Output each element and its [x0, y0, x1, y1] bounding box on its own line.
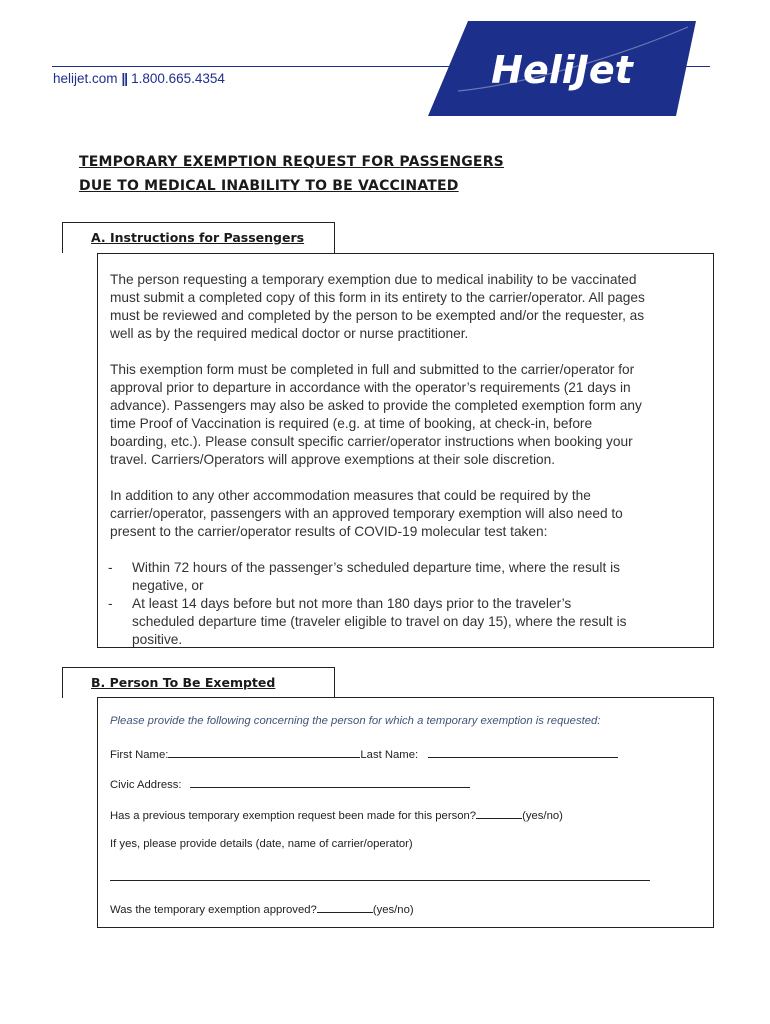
previous-request-row — [110, 807, 563, 822]
name-row — [110, 746, 618, 761]
title-line-2: DUE TO MEDICAL INABILITY TO BE VACCINATED — [79, 178, 459, 194]
civic-address-field[interactable] — [190, 776, 470, 788]
contact-line — [53, 71, 225, 86]
instructions-paragraph-2: This exemption form must be completed in full and submitted to the carrier/operator for approval prior to departure in accordance with the operator’s requirements (21 days in advance). Passengers may also be asked to provide the completed exemption form any time Proof of Vaccination is required (e.g. at time of booking, at check-in, before boarding, etc.). Please consult specific carrier/operator instructions when booking your travel. Carriers/Operators will approve exemptions at their sole discretion. — [110, 362, 642, 467]
previous-request-label: Has a previous temporary exemption request been made for this person? — [110, 810, 477, 822]
contact-separator: || — [121, 71, 128, 86]
approved-yes-no: (yes/no) — [372, 904, 414, 916]
approved-field[interactable] — [317, 901, 373, 913]
section-b-heading: B. Person To Be Exempted — [91, 675, 276, 690]
section-a-tab — [62, 222, 335, 253]
bullet-marker: - — [108, 596, 113, 611]
logo-wordmark: HeliJet — [491, 48, 633, 92]
section-b-tab — [62, 667, 335, 698]
section-b-box — [97, 697, 714, 928]
details-field[interactable] — [110, 880, 650, 881]
section-a-box — [97, 253, 714, 648]
previous-request-yes-no: (yes/no) — [522, 810, 563, 822]
approved-label: Was the temporary exemption approved? — [110, 904, 317, 916]
instructions-paragraph-3: In addition to any other accommodation measures that could be required by the carrier/operator, passengers with an approved temporary exemption will also need to present to the carrier/operator results of COVID-19 molecular test taken: — [110, 488, 623, 539]
document-title — [79, 150, 504, 198]
civic-address-row — [110, 776, 470, 791]
phone-number: 1.800.665.4354 — [131, 71, 225, 86]
civic-address-label: Civic Address: — [110, 779, 182, 791]
test-requirement-bullet-1: - Within 72 hours of the passenger’s scheduled departure time, where the result is negative, or — [108, 560, 620, 593]
section-a-heading: A. Instructions for Passengers — [91, 230, 305, 245]
last-name-label: Last Name: — [360, 749, 419, 761]
test-requirement-bullet-2: - At least 14 days before but not more than 180 days prior to the traveler’s scheduled departure time (traveler eligible to travel on day 15), where the result is positive. — [108, 596, 627, 647]
approved-row — [110, 901, 414, 916]
section-b-note: Please provide the following concerning the person for which a temporary exemption is requested: — [110, 715, 601, 727]
bullet-marker: - — [108, 560, 113, 575]
first-name-field[interactable] — [168, 746, 360, 758]
helijet-logo — [428, 21, 696, 116]
previous-request-field[interactable] — [476, 807, 522, 819]
details-label: If yes, please provide details (date, name of carrier/operator) — [110, 838, 413, 850]
website-link[interactable]: helijet.com — [53, 71, 118, 86]
first-name-label: First Name: — [110, 749, 169, 761]
last-name-field[interactable] — [428, 746, 618, 758]
instructions-paragraph-1: The person requesting a temporary exemption due to medical inability to be vaccinated must submit a completed copy of this form in its entirety to the carrier/operator. All pages must be reviewed and completed by the person to be exempted and/or the requester, as well as by the required medical doctor or nurse practitioner. — [110, 272, 645, 341]
title-line-1: TEMPORARY EXEMPTION REQUEST FOR PASSENGERS — [79, 154, 504, 170]
